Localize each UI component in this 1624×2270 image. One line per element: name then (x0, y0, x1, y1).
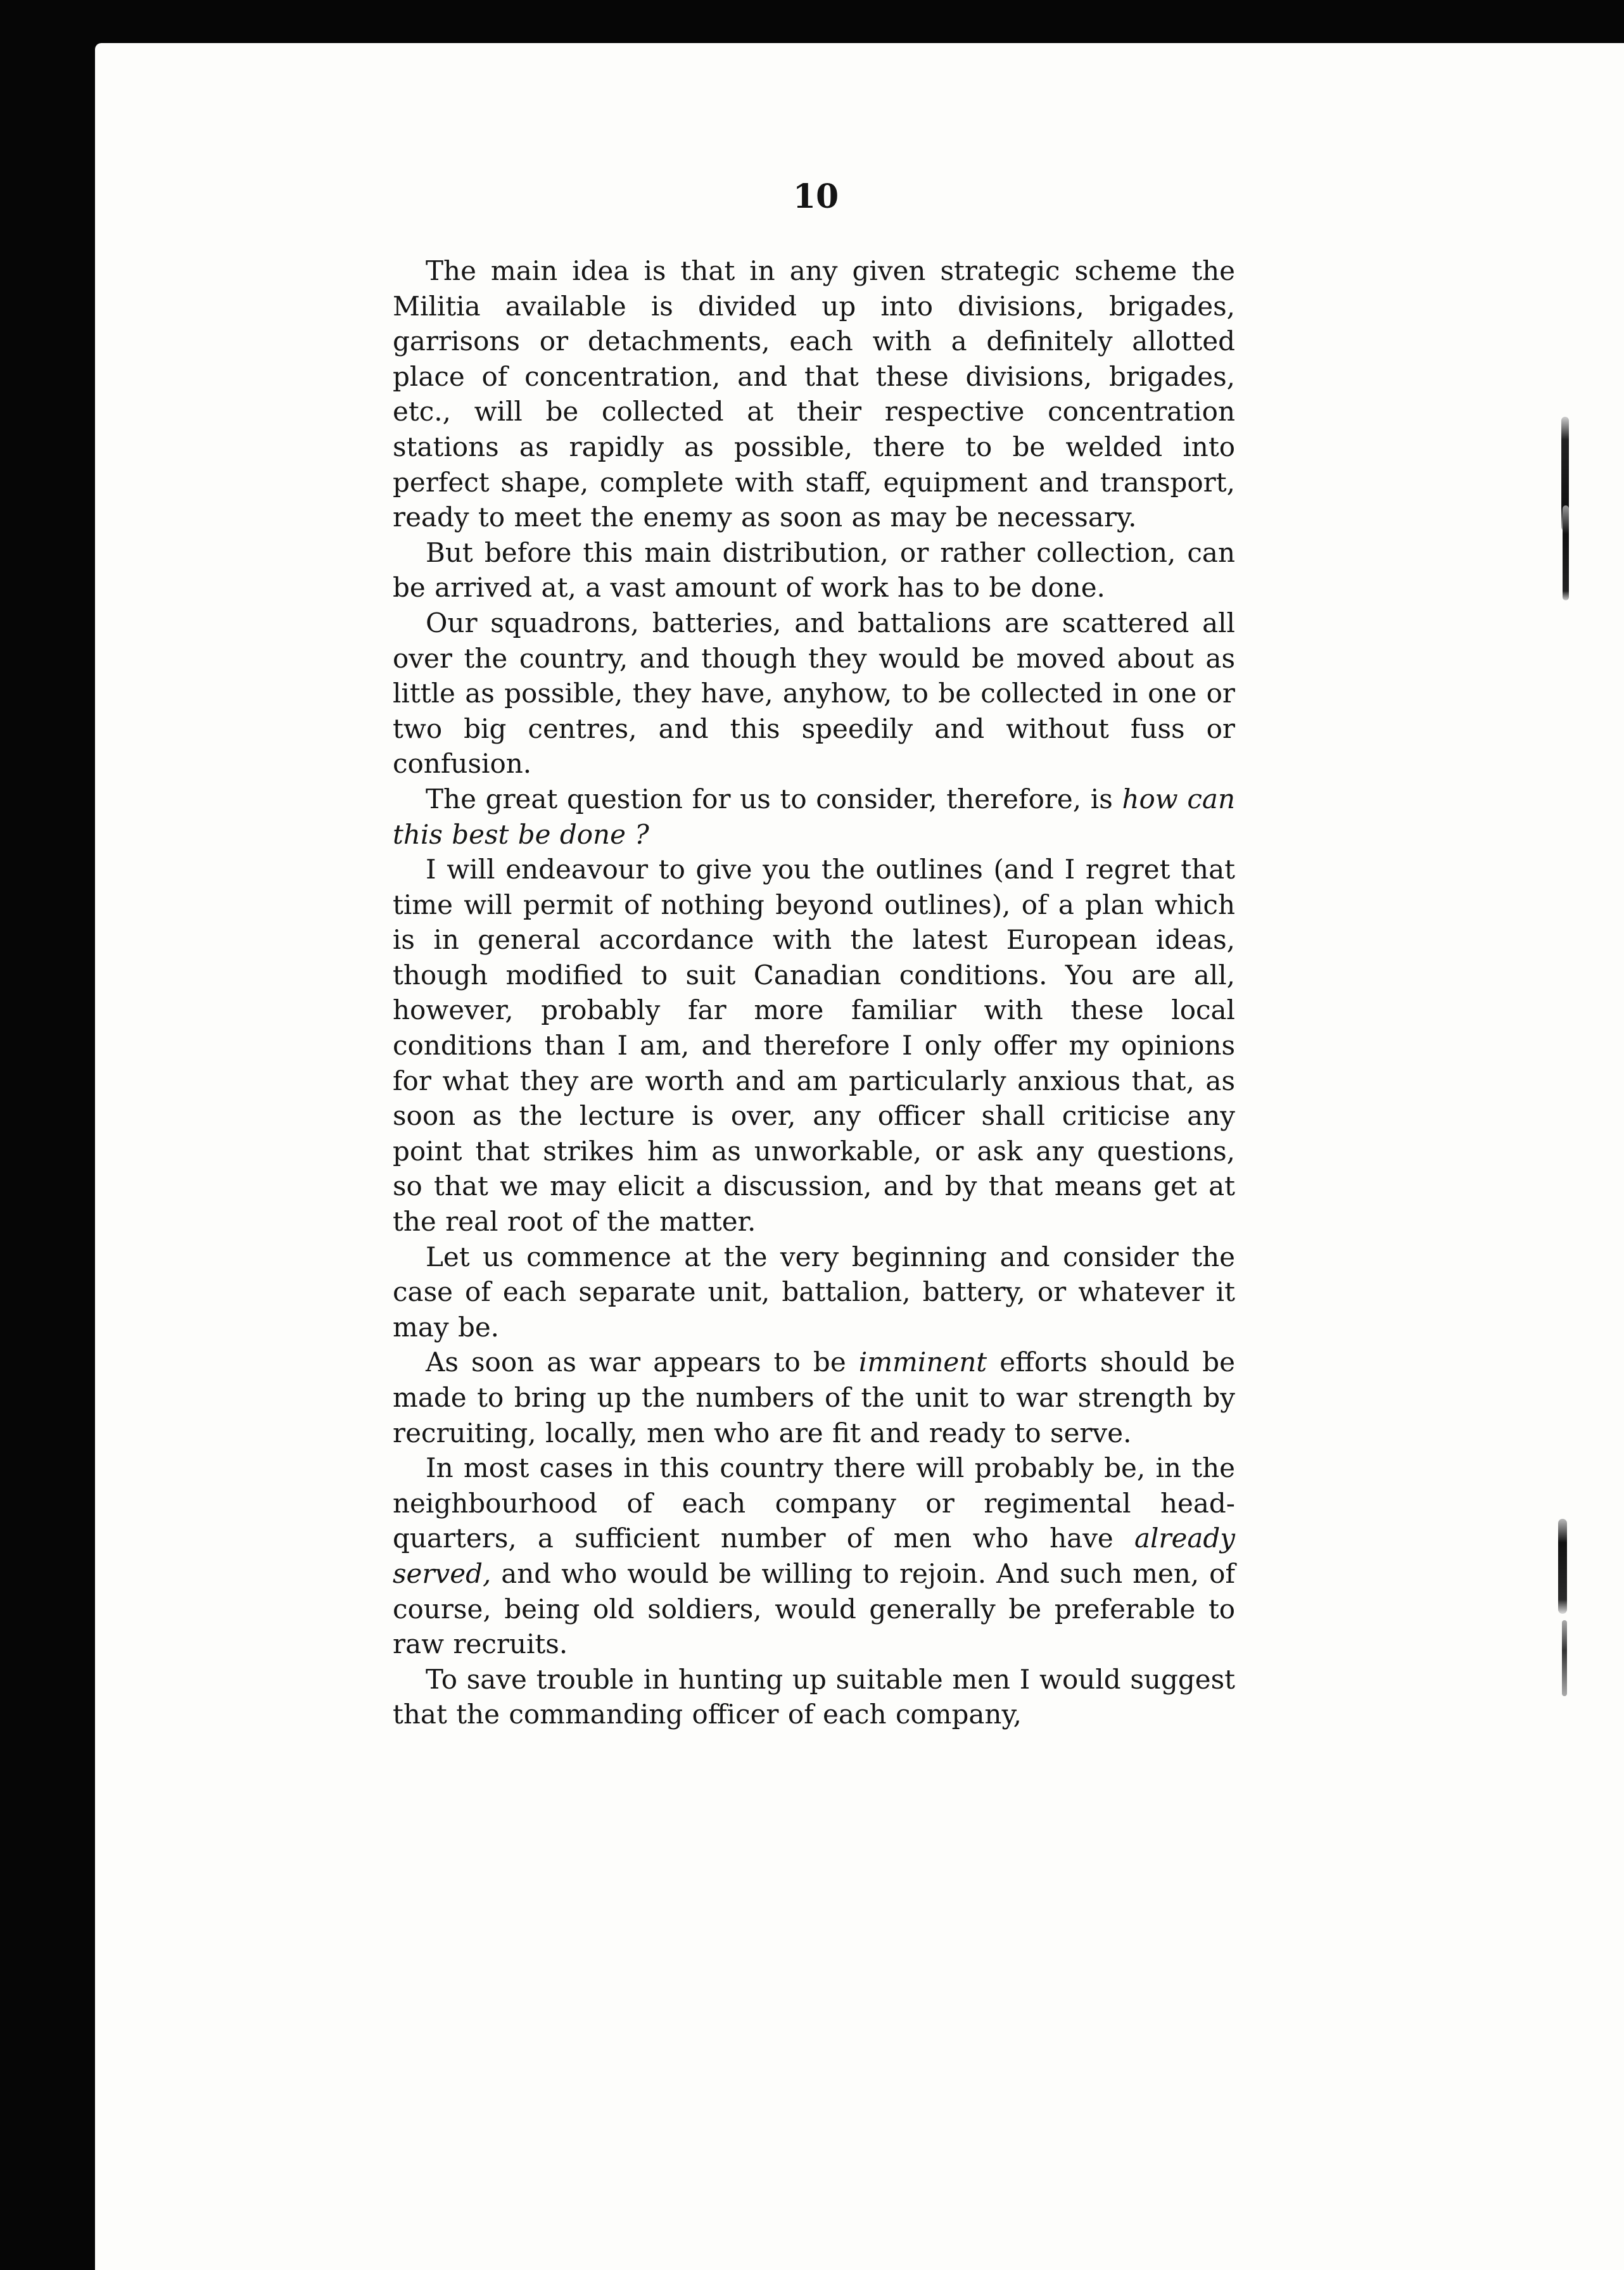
paragraph-text: and who would be willing to rejoin. And such men, of course, being old soldiers, would generally be preferable to raw recruits. (393, 1557, 1235, 1660)
paragraph-text: In most cases in this country there will probably be, in the neighbourhood of each company or regimental head-quarters, a sufficient number of men who have (393, 1452, 1235, 1554)
paragraph-text: The great question for us to consider, therefore, is (426, 783, 1122, 815)
page-number: 10 (792, 177, 839, 216)
paragraph (393, 535, 1235, 606)
paragraph (393, 782, 1235, 852)
paragraph-text: To save trouble in hunting up suitable men I would suggest that the commanding officer of each company, (393, 1663, 1235, 1730)
paragraph-text: Let us commence at the very beginning and consider the case of each separate unit, battalion, battery, or whatever it may be. (393, 1241, 1235, 1343)
paragraph (393, 606, 1235, 782)
paragraph-text: efforts should be made to bring up the numbers of the unit to war strength by recruiting, locally, men who are fit and ready to serve. (393, 1347, 1235, 1449)
italic-text: imminent (858, 1347, 987, 1378)
scan-artifact-mark (1562, 1620, 1567, 1696)
scan-artifact-mark (1563, 505, 1569, 600)
paragraph (393, 1662, 1235, 1732)
scan-artifact-mark (1558, 1519, 1567, 1614)
paragraph-text: But before this main distribution, or rather collection, can be arrived at, a vast amount of work has to be done. (393, 536, 1235, 604)
paragraph (393, 1450, 1235, 1662)
scan-artifact-mark (1561, 417, 1569, 531)
paragraph (393, 253, 1235, 535)
paragraph (393, 1240, 1235, 1345)
body-text (393, 253, 1235, 1732)
paragraph-text: The main idea is that in any given strategic scheme the Militia available is divided up into divisions, brigades, garrisons or detachments, each with a definitely allotted place of concentration, and that these divisions, brigades, etc., will be collected at their respective concentration stations as rapidly as possible, there to be welded into perfect shape, complete with staff, equipment and transport, ready to meet the enemy as soon as may be necessary. (393, 255, 1235, 533)
paragraph (393, 852, 1235, 1240)
paragraph (393, 1345, 1235, 1450)
italic-text: already served, (393, 1523, 1235, 1589)
italic-text: how can this best be done ? (393, 783, 1235, 850)
paragraph-text: I will endeavour to give you the outlines (and I regret that time will permit of nothing beyond outlines), of a plan which is in general accordance with the latest European ideas, though modified to suit Canadian conditions. You are all, however, probably far more familiar with these local conditions than I am, and therefore I only offer my opinions for what they are worth and am particularly anxious that, as soon as the lecture is over, any officer shall criticise any point that strikes him as unworkable, or ask any questions, so that we may elicit a discussion, and by that means get at the real root of the matter. (393, 854, 1235, 1238)
paragraph-text: Our squadrons, batteries, and battalions are scattered all over the country, and though they would be moved about as little as possible, they have, anyhow, to be collected in one or two big centres, and this speedily and without fuss or confusion. (393, 607, 1235, 780)
paragraph-text: As soon as war appears to be (426, 1347, 859, 1378)
